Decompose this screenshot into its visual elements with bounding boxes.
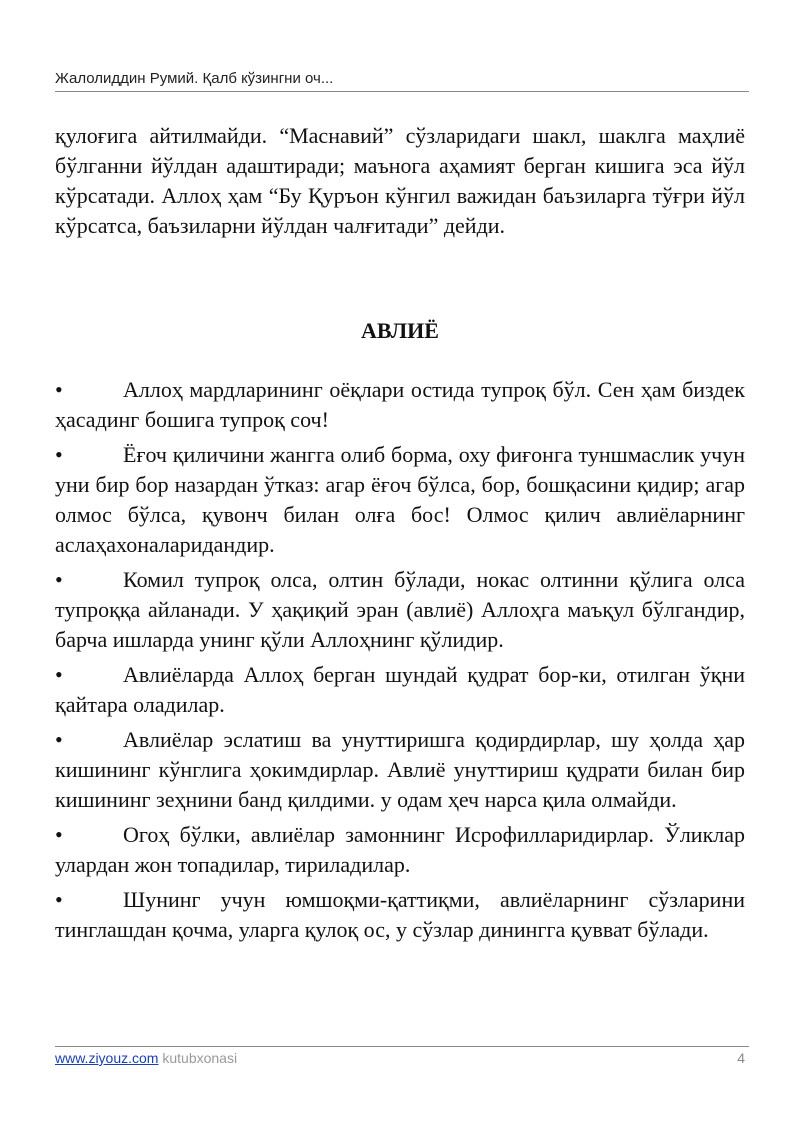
list-item-text: Шунинг учун юмшоқми-қаттиқми, авлиёларнинг сўзларини тинглашдан қочма, уларга қулоқ ос, у сўзлар динингга қувват бўлади. [55,887,745,942]
list-item-text: Авлиёлар эслатиш ва унуттиришга қодирдирлар, шу ҳолда ҳар кишининг кўнглига ҳокимдирлар. Авлиё унуттириш қудрати билан бир кишининг зеҳнини банд қилдими. у одам ҳеч нарса қила олмайди. [55,727,745,812]
list-item-text: Авлиёларда Аллоҳ берган шундай қудрат бор-ки, отилган ўқни қайтара оладилар. [55,662,745,717]
bullet-icon: • [55,822,63,847]
bullet-icon: • [55,567,63,592]
header-divider [55,91,749,92]
list-item [55,440,745,560]
list-item [55,820,745,880]
bullet-icon: • [55,442,63,467]
bullet-icon: • [55,727,63,752]
list-item-text: Аллоҳ мардларининг оёқлари остида тупроқ бўл. Сен ҳам биздек ҳасадинг бошига тупроқ соч! [55,377,745,432]
page-header [55,70,749,87]
list-item-text: Комил тупроқ олса, олтин бўлади, нокас олтинни қўлига олса тупроққа айланади. У ҳақиқий эран (авлиё) Аллоҳга маъқул бўлгандир, барча ишларда унинг қўли Аллоҳнинг қўлидир. [55,567,745,652]
list-item-text: Ёғоч қиличини жангга олиб борма, оху фиғонга туншмаслик учун уни бир бор назардан ўтказ: агар ёғоч бўлса, бор, бошқасини қидир; агар олмос бўлса, қувонч билан олға бос! Олмос қилич авлиёларнинг аслаҳахоналаридандир. [55,442,745,557]
section-title: АВЛИЁ [361,318,439,343]
list-item [55,660,745,720]
intro-paragraph: қулоғига айтилмайди. “Маснавий” сўзларидаги шакл, шаклга маҳлиё бўлганни йўлдан адаштиради; маънога аҳамият берган кишига эса йўл кўрсатади. Аллоҳ ҳам “Бу Қуръон кўнгил важидан баъзиларга тўғри йўл кўрсатса, баъзиларни йўлдан чалғитади” дейди. [55,123,745,238]
site-link[interactable]: www.ziyouz.com [55,1050,159,1066]
bullet-icon: • [55,662,63,687]
bullet-icon: • [55,377,63,402]
list-item [55,375,745,435]
bullet-icon: • [55,887,63,912]
list-item [55,565,745,655]
list-item [55,725,745,815]
list-item [55,885,745,945]
footer-divider [55,1046,749,1047]
list-item-text: Огоҳ бўлки, авлиёлар замоннинг Исрофилларидирлар. Ўликлар улардан жон топадилар, тириладилар. [55,822,745,877]
page-footer [55,1050,749,1066]
page-number: 4 [737,1050,745,1066]
bullet-list [55,375,745,945]
footer-suffix: kutubxonasi [158,1050,238,1066]
header-title: Жалолиддин Румий. Қалб кўзингни оч... [55,70,334,87]
page-body [55,121,745,950]
